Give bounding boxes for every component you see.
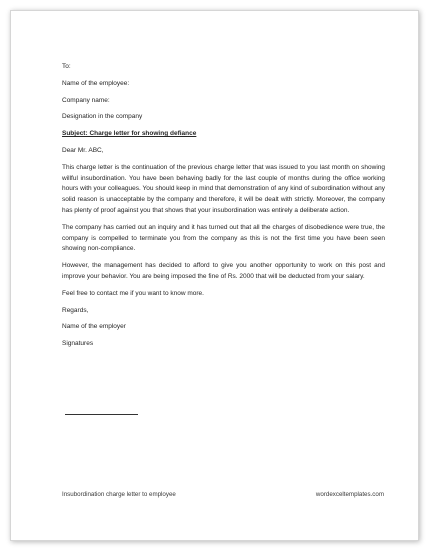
employee-name-line: Name of the employee: (62, 79, 130, 87)
footer-title: Insubordination charge letter to employee (62, 491, 176, 498)
paragraph: However, the management has decided to afford to give you another opportunity to work on this post and improve your behavior. You are being imposed the fine of Rs. 2000 that will be deducted from your salary. (62, 262, 385, 280)
footer (62, 491, 384, 498)
footer-site: wordexceltemplates.com (315, 491, 384, 498)
signatures-line: Signatures (62, 340, 94, 348)
closing: Regards, (62, 306, 89, 314)
to-line: To: (62, 63, 71, 70)
paragraph: This charge letter is the continuation of the previous charge letter that was issued to you last month on showing willful insubordination. You have been behaving badly for the last couple of months during the office working hours with your colleagues. You should keep in mind that demonstration of any kind of subordination without any solid reason is unacceptable by the company and therefore, it will be dealt with strictly. Moreover, the company has plenty of proof against you that shows that your insubordination was entirely a deliberate action. (62, 163, 385, 214)
paragraph: The company has carried out an inquiry and it has turned out that all the charges of disobedience were true, the company is compelled to terminate you from the company as this is not the first time you have been seen showing non-compliance. (62, 223, 385, 253)
subject-line: Subject: Charge letter for showing defiance (62, 130, 197, 138)
paragraph: Feel free to contact me if you want to know more. (62, 289, 204, 297)
salutation: Dear Mr. ABC, (62, 146, 104, 154)
document-page (10, 10, 419, 541)
signature-rule (65, 414, 138, 415)
employer-name-line: Name of the employer (62, 323, 126, 331)
company-name-line: Company name: (62, 96, 110, 104)
letter-body (62, 62, 385, 350)
designation-line: Designation in the company (62, 113, 143, 121)
